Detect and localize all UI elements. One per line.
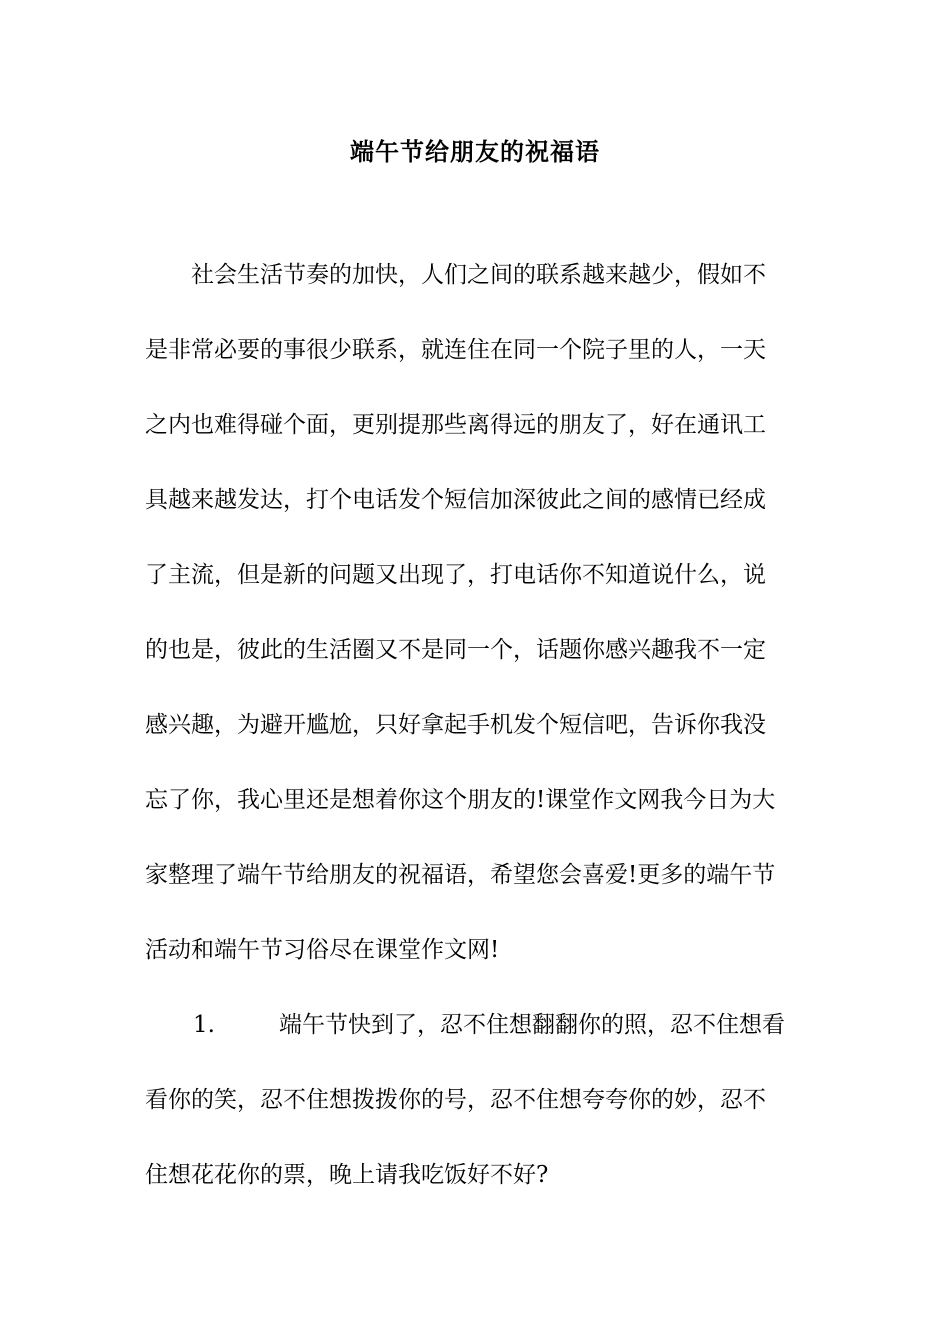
intro-line: 社会生活节奏的加快，人们之间的联系越来越少，假如不 [191,262,766,288]
intro-line: 感兴趣，为避开尴尬，只好拿起手机发个短信吧，告诉你我没 [145,712,766,738]
intro-line: 忘了你，我心里还是想着你这个朋友的!课堂作文网我今日为大 [145,787,776,813]
intro-line: 活动和端午节习俗尽在课堂作文网! [145,937,500,963]
list-item-text: 住想花花你的票，晚上请我吃饭好不好? [145,1162,549,1188]
list-item-text: 端午节快到了，忍不住想翻翻你的照，忍不住想看 [279,1012,785,1038]
list-item-first-line [145,988,805,1063]
intro-line: 是非常必要的事很少联系，就连住在同一个院子里的人，一天 [145,337,766,363]
intro-line: 具越来越发达，打个电话发个短信加深彼此之间的感情已经成 [145,487,766,513]
intro-paragraph [145,238,805,988]
list-item-text: 看你的笑，忍不住想拨拨你的号，忍不住想夸夸你的妙，忍不 [145,1087,766,1113]
list-item-number: 1. [193,1012,215,1038]
intro-line: 了主流，但是新的问题又出现了，打电话你不知道说什么，说 [145,562,766,588]
intro-line: 的也是，彼此的生活圈又不是同一个，话题你感兴趣我不一定 [145,637,766,663]
intro-line: 家整理了端午节给朋友的祝福语，希望您会喜爱!更多的端午节 [145,862,776,888]
list-item [145,988,805,1213]
document-title: 端午节给朋友的祝福语 [350,137,600,166]
intro-line: 之内也难得碰个面，更别提那些离得远的朋友了，好在通讯工 [145,412,766,438]
